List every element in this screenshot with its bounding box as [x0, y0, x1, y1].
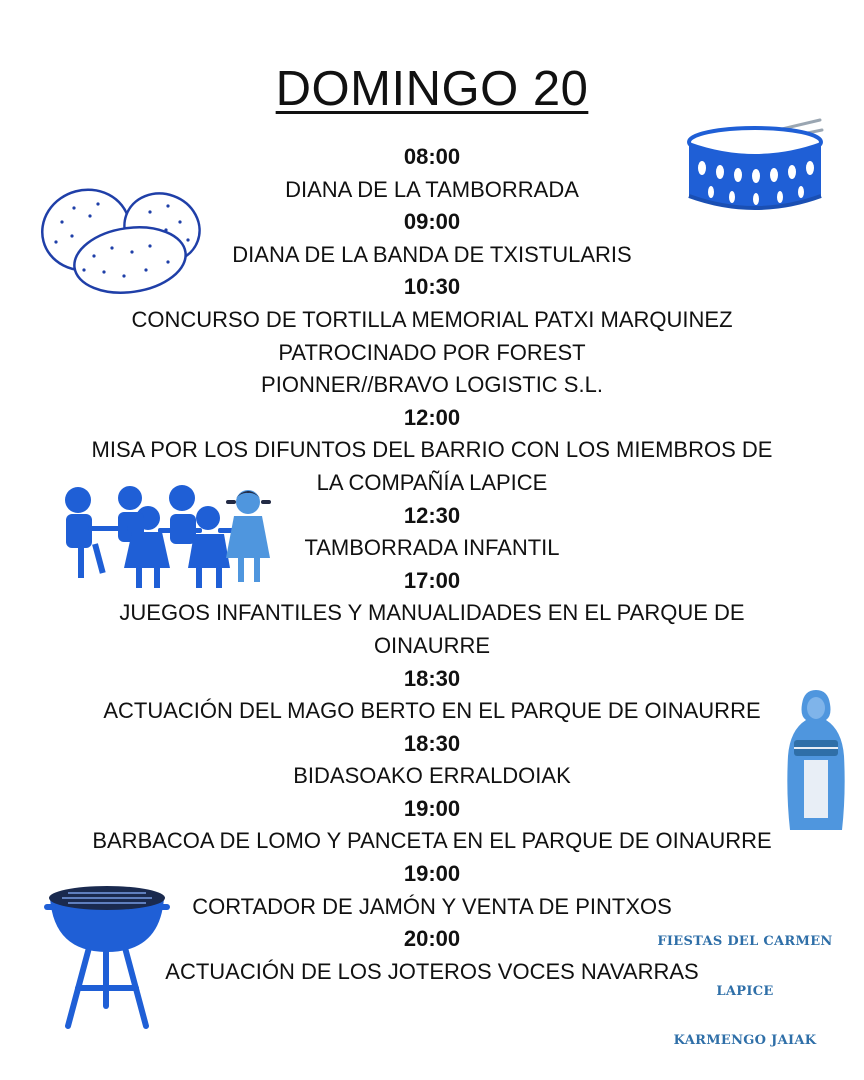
page-title [0, 58, 864, 120]
side-label-fiestas: FIESTAS DEL CARMEN [657, 934, 833, 949]
event-description: PIONNER//BRAVO LOGISTIC S.L. [261, 372, 603, 398]
event-item [60, 858, 804, 923]
event-description: CORTADOR DE JAMÓN Y VENTA DE PINTXOS [192, 893, 672, 919]
event-description: OINAURRE [373, 632, 491, 658]
event-time: 18:30 [403, 730, 461, 756]
event-time: 17:00 [403, 567, 461, 593]
barbecue-grill-icon [44, 878, 170, 1034]
giant-figure-icon [784, 686, 848, 834]
event-item [60, 793, 804, 858]
event-time: 19:00 [403, 861, 461, 887]
side-label-lapice: LAPICE [716, 984, 774, 999]
event-description: DIANA DE LA TAMBORRADA [285, 176, 579, 202]
event-description: TAMBORRADA INFANTIL [304, 535, 560, 561]
side-label-karmengo: KARMENGO JAIAK [673, 1033, 817, 1048]
event-time: 12:00 [403, 404, 461, 430]
page-title-text: DOMINGO 20 [275, 62, 589, 116]
drum-icon [680, 116, 830, 216]
event-time: 09:00 [403, 209, 461, 235]
event-time: 19:00 [403, 795, 461, 821]
event-description: LA COMPAÑÍA LAPICE [316, 469, 548, 495]
event-description: BARBACOA DE LOMO Y PANCETA EN EL PARQUE DE OINAURRE [92, 828, 772, 854]
event-description: ACTUACIÓN DEL MAGO BERTO EN EL PARQUE DE OINAURRE [103, 698, 761, 724]
event-time: 18:30 [403, 665, 461, 691]
event-description: ACTUACIÓN DE LOS JOTEROS VOCES NAVARRAS [165, 958, 699, 984]
event-description: PATROCINADO POR FOREST [278, 339, 586, 365]
event-description: JUEGOS INFANTILES Y MANUALIDADES EN EL PARQUE DE [119, 600, 745, 626]
event-time: 08:00 [403, 144, 461, 169]
event-time: 12:30 [403, 502, 461, 528]
event-description: BIDASOAKO ERRALDOIAK [293, 763, 571, 789]
dancing-children-icon [58, 484, 282, 594]
event-time: 10:30 [403, 274, 461, 300]
potatoes-icon [38, 186, 204, 298]
event-description: CONCURSO DE TORTILLA MEMORIAL PATXI MARQUINEZ [131, 306, 733, 332]
event-description: MISA POR LOS DIFUNTOS DEL BARRIO CON LOS MIEMBROS DE [91, 437, 773, 463]
event-time: 20:00 [403, 926, 461, 952]
event-item [60, 728, 804, 793]
event-item [60, 663, 804, 728]
event-description: DIANA DE LA BANDA DE TXISTULARIS [232, 241, 632, 267]
